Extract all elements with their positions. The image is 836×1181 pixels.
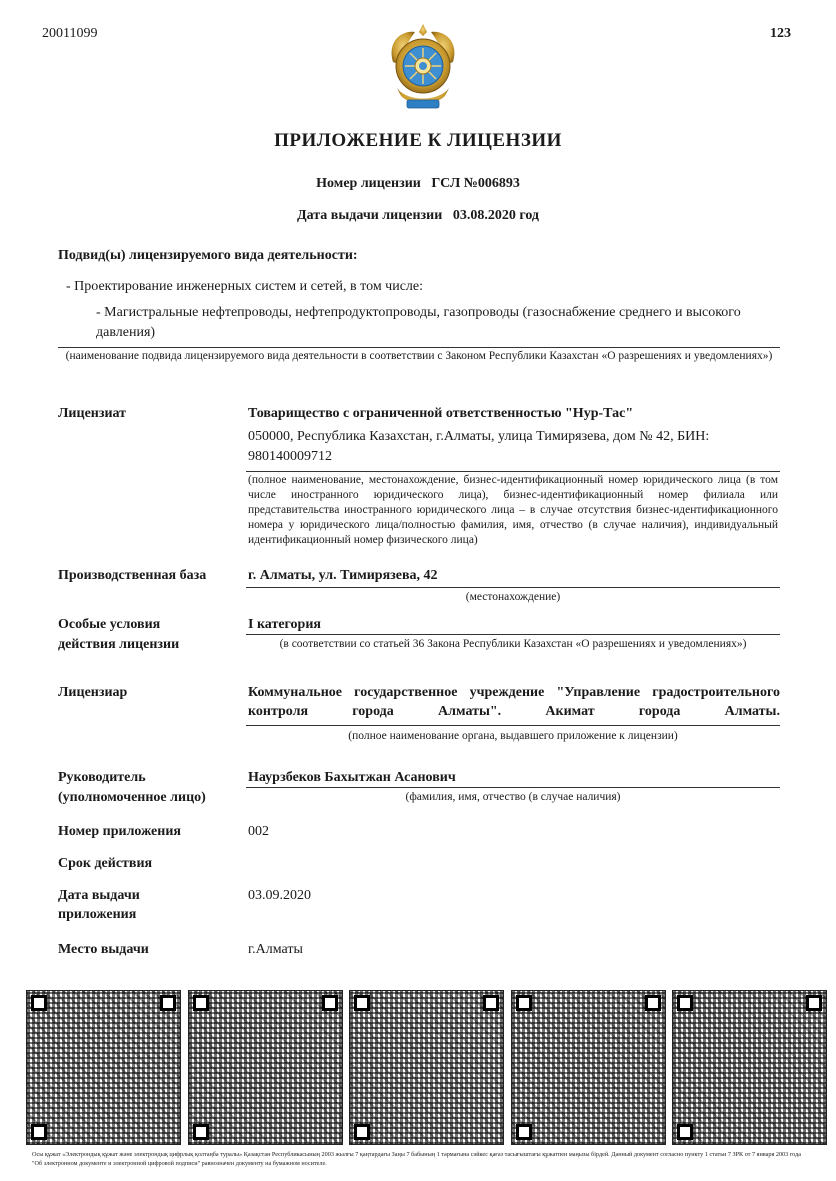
- license-date-value: 03.08.2020 год: [452, 208, 539, 223]
- production-base-value: г. Алматы, ул. Тимирязева, 42: [248, 568, 438, 583]
- divider: [246, 787, 780, 788]
- license-number-label: Номер лицензии: [316, 176, 421, 191]
- divider: [246, 725, 780, 726]
- place-value: г.Алматы: [248, 942, 303, 957]
- head-value: Наурзбеков Бахытжан Асанович: [248, 770, 456, 785]
- head-note: (фамилия, имя, отчество (в случае наличия): [405, 791, 621, 803]
- qr-code-icon: [188, 990, 343, 1145]
- divider: [58, 347, 780, 348]
- appendix-date-label-line2: приложения: [58, 907, 137, 922]
- state-emblem-icon: [383, 22, 463, 112]
- subtypes-heading: Подвид(ы) лицензируемого вида деятельности:: [58, 248, 358, 263]
- qr-code-icon: [349, 990, 504, 1145]
- license-date-label: Дата выдачи лицензии: [296, 208, 443, 223]
- qr-code-icon: [511, 990, 666, 1145]
- appendix-date-label-line1: Дата выдачи: [58, 888, 140, 903]
- conditions-note: (в соответствии со статьей 36 Закона Республики Казахстан «О разрешениях и уведомлениях»): [279, 638, 747, 650]
- qr-code-icon: [26, 990, 181, 1145]
- conditions-value: I категория: [248, 617, 321, 632]
- licensee-name: Товарищество с ограниченной ответственностью "Нур-Тас": [248, 406, 634, 421]
- document-id: 20011099: [42, 26, 98, 41]
- subtype-item-design: - Проектирование инженерных систем и сетей, в том числе:: [66, 279, 424, 294]
- conditions-label-line2: действия лицензии: [58, 637, 180, 652]
- place-label: Место выдачи: [58, 942, 149, 957]
- license-number-row: [0, 176, 836, 192]
- divider: [246, 587, 780, 588]
- validity-label: Срок действия: [58, 856, 153, 871]
- licensor-note: (полное наименование органа, выдавшего приложение к лицензии): [348, 730, 678, 742]
- licensor-label: Лицензиар: [58, 685, 128, 700]
- conditions-label-line1: Особые условия: [58, 617, 161, 632]
- license-date-row: [0, 208, 836, 224]
- divider: [246, 634, 780, 635]
- page-number: 123: [770, 26, 791, 41]
- production-base-note: (местонахождение): [465, 591, 561, 603]
- licensor-value: Коммунальное государственное учреждение "Управление градостроительного контроля города Алматы". Акимат города Алматы.: [248, 685, 780, 719]
- qr-code-icon: [672, 990, 827, 1145]
- production-base-label: Производственная база: [58, 568, 207, 583]
- document-title: ПРИЛОЖЕНИЕ К ЛИЦЕНЗИИ: [274, 130, 562, 151]
- appendix-date-value: 03.09.2020: [248, 888, 311, 903]
- qr-code-strip: [26, 990, 812, 1145]
- licensee-note: (полное наименование, местонахождение, бизнес-идентификационный номер юридического лица (в том числе иностранного юридического лица), бизнес-идентификационный номер филиала или представительства иностранного юридического лица – в случае отсутствия бизнес-идентификационного номера у юридического лица/полностью фамилия, имя, отчество (в случае наличия), индивидуальный идентификационный номер физического лица): [248, 474, 778, 546]
- subtypes-note: (наименование подвида лицензируемого вида деятельности в соответствии с Законом Республики Казахстан «О разрешениях и уведомлениях»): [65, 350, 773, 362]
- licensee-address: 050000, Республика Казахстан, г.Алматы, улица Тимирязева, дом № 42, БИН: 980140009712: [248, 429, 710, 464]
- divider: [246, 471, 780, 472]
- license-number-value: ГСЛ №006893: [431, 176, 520, 191]
- subtype-item-pipelines: - Магистральные нефтепроводы, нефтепродуктопроводы, газопроводы (газоснабжение среднего и высокого давления): [96, 305, 741, 340]
- appendix-number-label: Номер приложения: [58, 824, 181, 839]
- head-label-line1: Руководитель: [58, 770, 146, 785]
- licensee-label: Лицензиат: [58, 406, 127, 421]
- head-label-line2: (уполномоченное лицо): [58, 790, 206, 805]
- legal-footer: Осы құжат «Электрондық құжат және электрондық цифрлық қолтаңба туралы» Қазақстан Республикасының 2003 жылғы 7 қаңтардағы Заңы 7 бабының 1 тармағына сәйкес қағаз тасығыштағы құжатпен маңызы бірдей. Данный документ согласно пункту 1 статьи 7 ЗРК от 7 января 2003 года "Об электронном документе и электронной цифровой подписи" равнозначен документу на бумажном носителе.: [32, 1151, 801, 1167]
- appendix-number-value: 002: [248, 824, 269, 839]
